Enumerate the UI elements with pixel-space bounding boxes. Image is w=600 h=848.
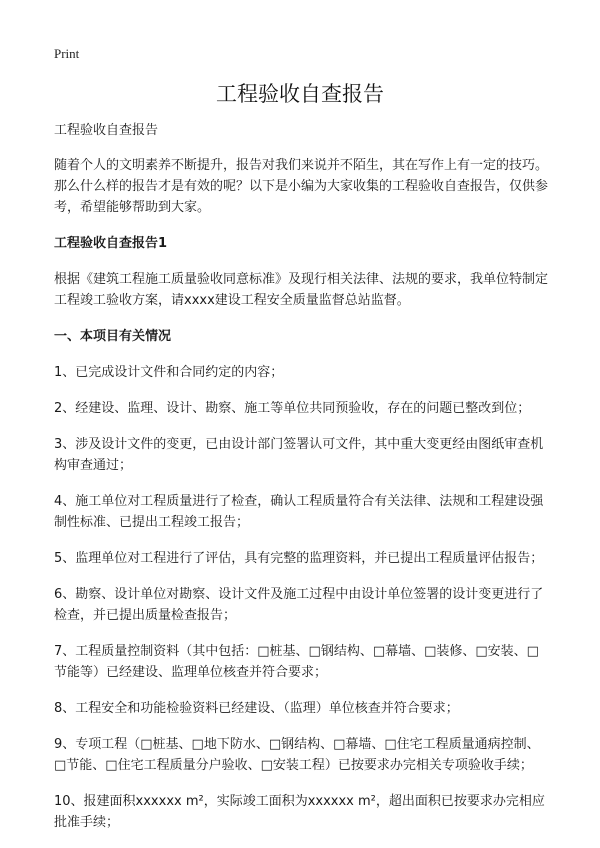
list-item-2: 2、经建设、监理、设计、勘察、施工等单位共同预验收，存在的问题已整改到位； [54,401,531,416]
document-title: 工程验收自查报告 [216,82,384,106]
list-item-4: 4、施工单位对工程质量进行了检查，确认工程质量符合有关法律、法规和工程建设强制性标准、已提出工程竣工报告； [54,494,544,530]
list-item-3: 3、涉及设计文件的变更，已由设计部门签署认可文件，其中重大变更经由图纸审查机构审查通过； [54,437,544,473]
list-item-7: 7、工程质量控制资料（其中包括：□桩基、□钢结构、□幕墙、□装修、□安装、□节能等）已经建设、监理单位核查并符合要求； [54,644,539,680]
list-item-1: 1、已完成设计文件和合同约定的内容； [54,365,284,380]
section-title: 工程验收自查报告1 [54,236,168,251]
list-item-6: 6、勘察、设计单位对勘察、设计文件及施工过程中由设计单位签署的设计变更进行了检查，并已提出质量检查报告； [54,587,544,623]
list-item-9: 9、专项工程（□桩基、□地下防水、□钢结构、□幕墙、□住宅工程质量通病控制、□节能、□住宅工程质量分户验收、□安装工程）已按要求办完相关专项验收手续； [54,737,540,773]
document-subtitle: 工程验收自查报告 [54,123,159,138]
part-heading: 一、本项目有关情况 [54,329,172,344]
print-label: Print [54,46,80,61]
intro-paragraph: 随着个人的文明素养不断提升，报告对我们来说并不陌生，其在写作上有一定的技巧。那么什么样的报告才是有效的呢？以下是小编为大家收集的工程验收自查报告，仅供参考，希望能够帮助到大家。 [54,158,549,215]
section-intro-paragraph: 根据《建筑工程施工质量验收同意标准》及现行相关法律、法规的要求，我单位特制定工程竣工验收方案，请xxxx建设工程安全质量监督总站监督。 [54,272,549,308]
list-item-8: 8、工程安全和功能检验资料已经建设、（监理）单位核查并符合要求； [54,701,459,716]
document-body [54,120,550,848]
list-item-10: 10、报建面积xxxxxx m²，实际竣工面积为xxxxxx m²，超出面积已按要求办完相应批准手续； [54,794,545,830]
list-item-5: 5、监理单位对工程进行了评估，具有完整的监理资料，并已提出工程质量评估报告； [54,551,544,566]
